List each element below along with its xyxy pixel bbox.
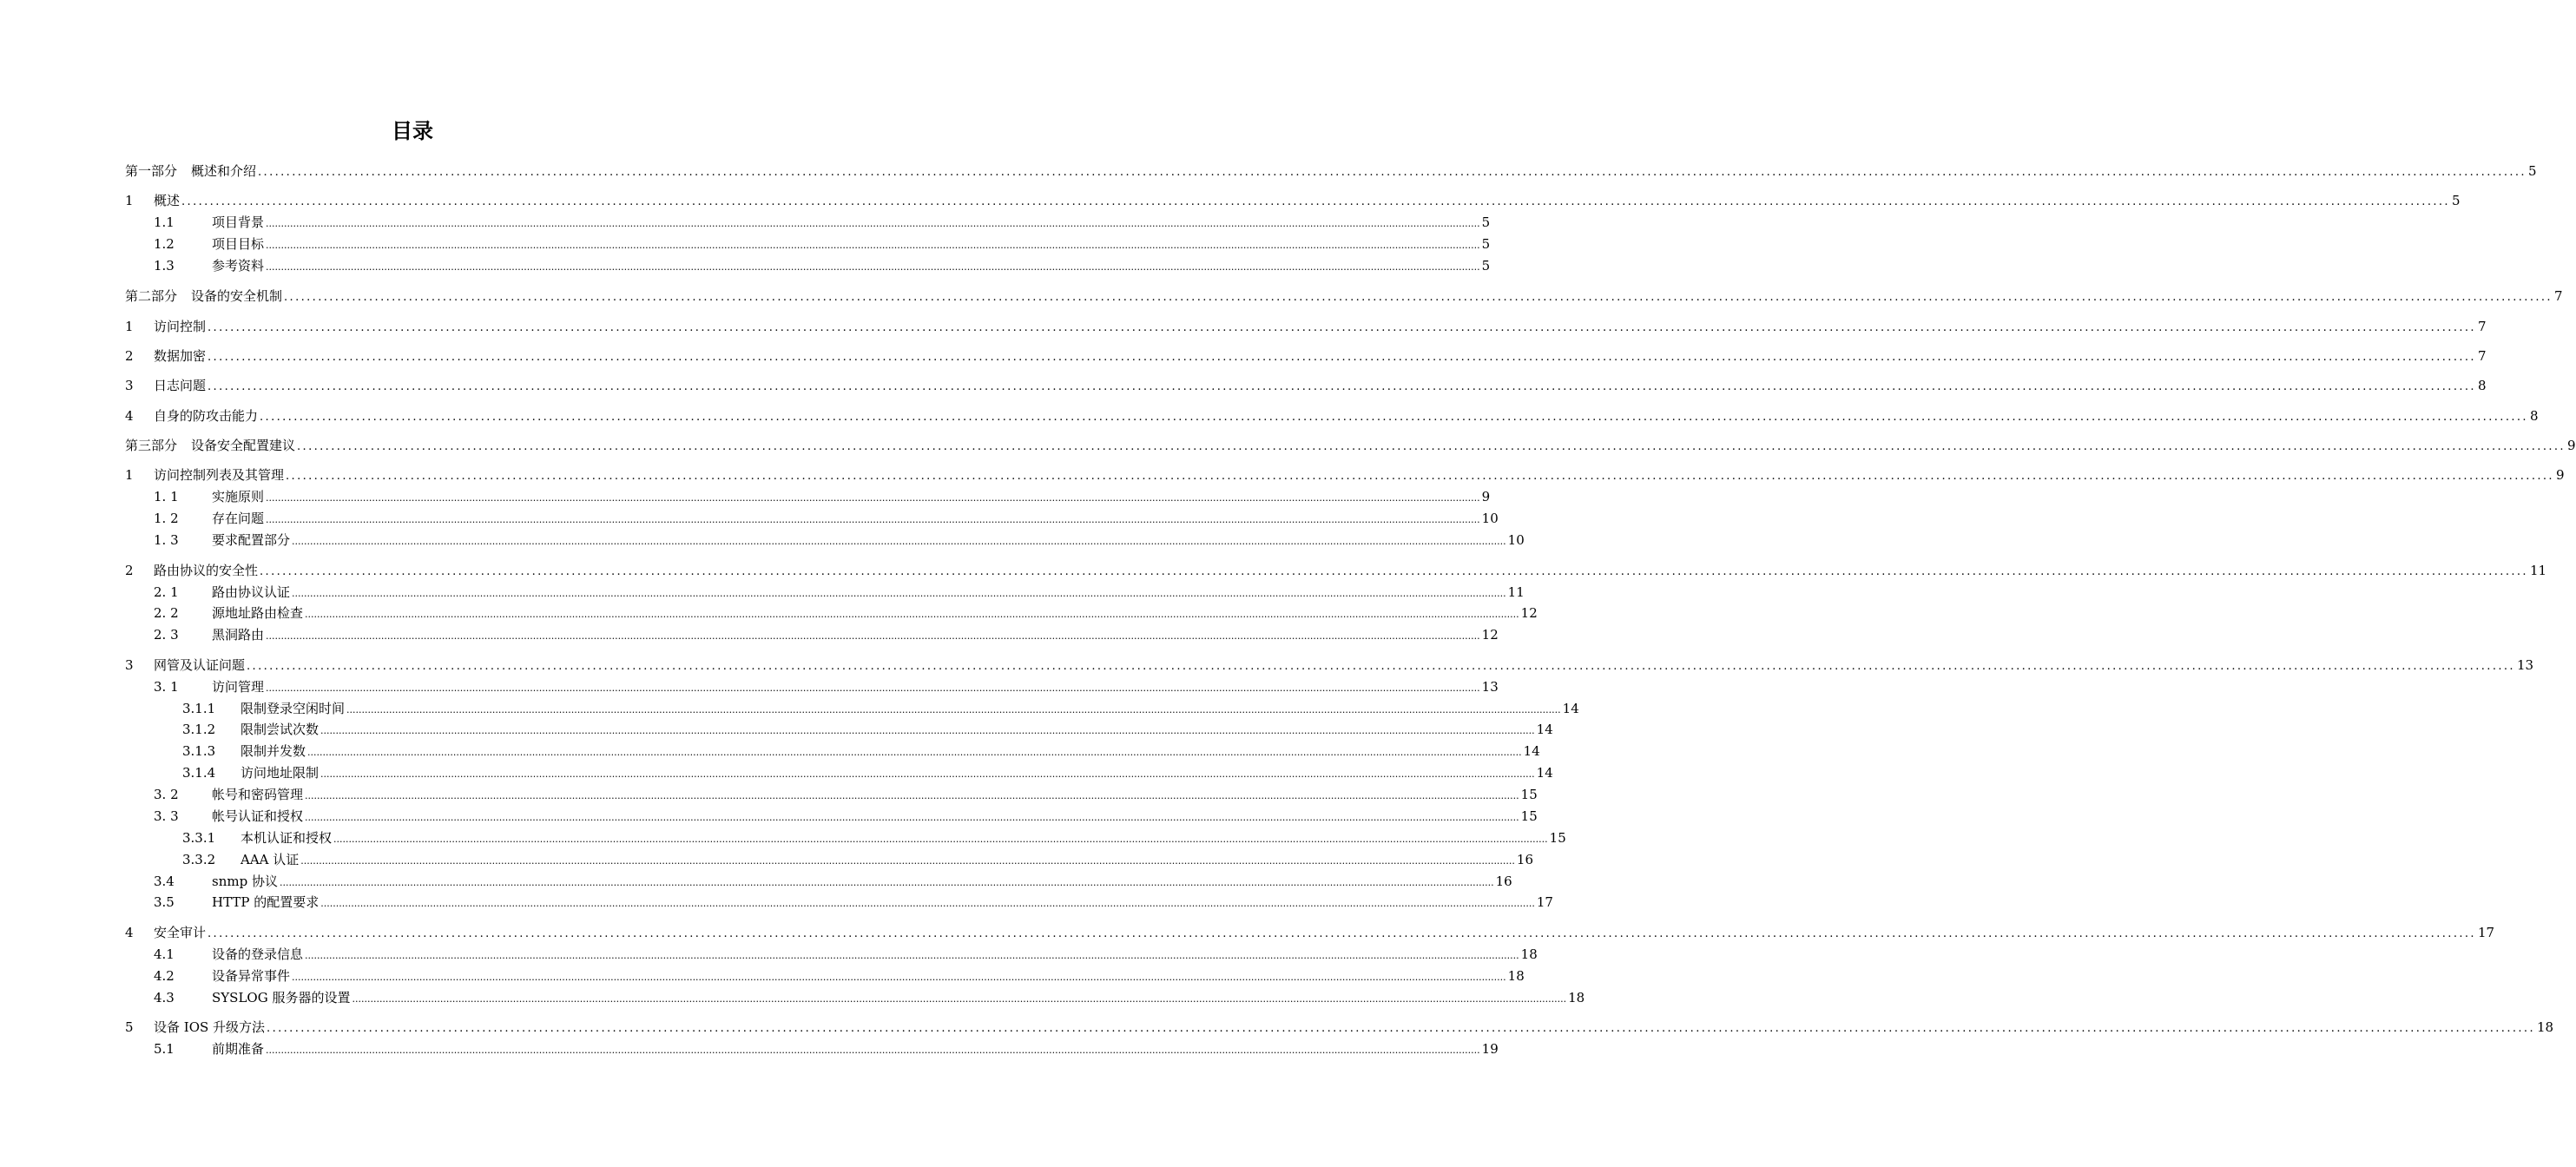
toc-entry-number: 3: [125, 378, 134, 393]
toc-entry-page: 18: [1520, 946, 1538, 962]
toc-leader-dots: ................................................................................................................................................................................................................................................................................................................................................................................................................: [266, 240, 1480, 251]
toc-entry-number: 3. 2: [154, 787, 179, 802]
toc-entry-number: 2. 3: [154, 627, 179, 643]
toc-entry-number: 1. 2: [154, 511, 179, 526]
toc-entry-number: 第二部分: [125, 288, 178, 304]
toc-entry-number: 第一部分: [125, 163, 178, 179]
toc-entry-page: 16: [1495, 874, 1512, 889]
toc-leader-dots: ................................................................................................................................................................................................................................................................................................................................................................................................................: [279, 877, 1494, 888]
toc-entry-number: 3.1.3: [182, 743, 216, 759]
toc-leader-dots: ................................................................................................................................................................................................................................................................................................................................................................................................................: [292, 588, 1506, 599]
toc-entry-title: 存在问题: [212, 511, 265, 526]
toc-entry-title: 访问控制: [154, 319, 207, 334]
toc-entry-page: 13: [2516, 657, 2534, 673]
toc-entry-number: 4.1: [154, 946, 175, 962]
toc-entry-page: 15: [1520, 787, 1538, 802]
toc-entry[interactable]: [0, 699, 1579, 718]
toc-entry[interactable]: [0, 406, 2539, 425]
toc-leader-dots: ................................................................................................................................................................................................................................................................................................................................................................................................................: [305, 790, 1519, 801]
toc-entry-title: 限制并发数: [240, 743, 306, 759]
toc-entry-title: 路由协议认证: [212, 584, 291, 600]
toc-entry-number: 3.1.4: [182, 765, 216, 781]
toc-entry-title: SYSLOG 服务器的设置: [212, 990, 351, 1005]
toc-entry-number: 1: [125, 319, 134, 334]
toc-entry[interactable]: [0, 988, 1585, 1007]
toc-entry-page: 11: [1507, 584, 1525, 600]
toc-entry[interactable]: [0, 625, 1499, 644]
toc-entry-number: 3.3.1: [182, 830, 216, 846]
toc-entry-title: HTTP 的配置要求: [212, 894, 320, 910]
toc-leader-dots: ................................................................................................................................................................................................................................................................................................................................................................................................................: [266, 492, 1480, 504]
toc-entry-page: 9: [2555, 467, 2565, 483]
toc-entry[interactable]: [0, 966, 1525, 986]
toc-entry[interactable]: [0, 923, 2495, 942]
toc-entry[interactable]: [0, 487, 1491, 506]
toc-entry-title: 概述: [154, 193, 181, 208]
toc-entry-page: 5: [1481, 258, 1491, 274]
toc-leader-dots: ................................................................................................................................................................................................................................................................................................................................................................................................................: [300, 855, 1515, 867]
toc-entry[interactable]: [0, 828, 1566, 847]
toc-leader-dots: ................................................................................................................................................................................................................................................................................................................................................................................................................: [266, 682, 1480, 694]
toc-entry-title: 设备安全配置建议: [191, 438, 296, 453]
toc-entry-number: 3.3.2: [182, 852, 216, 867]
toc-entry-number: 2. 1: [154, 584, 179, 600]
toc-entry-title: 数据加密: [154, 348, 207, 364]
toc-entry-number: 3.1.2: [182, 722, 216, 737]
toc-entry-title: 限制登录空闲时间: [240, 701, 346, 716]
toc-entry-page: 5: [1481, 214, 1491, 230]
toc-leader-dots: ................................................................................................................................................................................................................................................................................................................................................................................................................: [320, 725, 1535, 736]
toc-entry-title: 本机认证和授权: [240, 830, 333, 846]
toc-leader-dots: ................................................................................................................................................................................................................................................................................................................................................................................................................: [286, 470, 2554, 483]
toc-entry-title: 网管及认证问题: [154, 657, 246, 673]
toc-entry-page: 10: [1481, 511, 1499, 526]
toc-entry-page: 14: [1523, 743, 1540, 759]
toc-entry-number: 3. 1: [154, 679, 179, 695]
toc-entry-title: 帐号和密码管理: [212, 787, 304, 802]
toc-entry[interactable]: [0, 234, 1491, 254]
toc-leader-dots: ................................................................................................................................................................................................................................................................................................................................................................................................................: [266, 218, 1480, 229]
toc-entry-title: 设备的安全机制: [191, 288, 283, 304]
toc-entry[interactable]: [0, 436, 2576, 455]
toc-leader-dots: ................................................................................................................................................................................................................................................................................................................................................................................................................: [266, 1045, 1480, 1056]
toc-entry-number: 3.4: [154, 874, 175, 889]
toc-entry[interactable]: [0, 742, 1540, 761]
toc-entry-page: 5: [2451, 193, 2461, 208]
toc-entry-number: 1. 1: [154, 489, 179, 504]
toc-entry[interactable]: [0, 872, 1512, 891]
toc-leader-dots: ................................................................................................................................................................................................................................................................................................................................................................................................................: [305, 609, 1519, 620]
toc-entry-title: 项目背景: [212, 214, 265, 230]
toc-entry-title: 自身的防攻击能力: [154, 408, 259, 424]
toc-entry-page: 17: [1536, 894, 1553, 910]
toc-entry-number: 5: [125, 1019, 134, 1035]
toc-entry-title: 路由协议的安全性: [154, 563, 259, 578]
toc-entry-page: 10: [1507, 532, 1525, 548]
toc-entry-number: 1. 3: [154, 532, 179, 548]
toc-entry[interactable]: [0, 893, 1553, 912]
toc-entry[interactable]: [0, 785, 1538, 804]
toc-entry-page: 18: [1507, 968, 1525, 984]
toc-entry-page: 14: [1536, 722, 1553, 737]
toc-entry-page: 19: [1481, 1041, 1499, 1057]
toc-entry-page: 7: [2477, 348, 2487, 364]
toc-entry-title: 参考资料: [212, 258, 265, 274]
toc-entry[interactable]: [0, 287, 2563, 306]
toc-leader-dots: ................................................................................................................................................................................................................................................................................................................................................................................................................: [266, 261, 1480, 273]
toc-entry[interactable]: [0, 465, 2565, 485]
toc-entry[interactable]: [0, 162, 2537, 181]
toc-leader-dots: ................................................................................................................................................................................................................................................................................................................................................................................................................: [305, 950, 1519, 961]
toc-leader-dots: ................................................................................................................................................................................................................................................................................................................................................................................................................: [258, 166, 2527, 179]
toc-entry-number: 3. 3: [154, 808, 179, 824]
toc-entry[interactable]: [0, 583, 1525, 602]
toc-entry-title: 源地址路由检查: [212, 605, 304, 621]
toc-entry[interactable]: [0, 945, 1538, 964]
toc-entry-number: 3: [125, 657, 134, 673]
toc-entry-number: 1.3: [154, 258, 175, 274]
toc-entry[interactable]: [0, 603, 1538, 623]
toc-entry-page: 5: [1481, 236, 1491, 252]
toc-entry-number: 5.1: [154, 1041, 175, 1057]
toc-entry-page: 14: [1562, 701, 1579, 716]
toc-entry-page: 18: [2536, 1019, 2554, 1035]
toc-entry-number: 1.1: [154, 214, 175, 230]
toc-entry-number: 4: [125, 408, 134, 424]
toc-entry-page: 15: [1549, 830, 1566, 846]
toc-entry-number: 2: [125, 348, 134, 364]
toc-entry[interactable]: [0, 1018, 2554, 1037]
toc-entry-page: 8: [2477, 378, 2487, 393]
toc-leader-dots: ................................................................................................................................................................................................................................................................................................................................................................................................................: [260, 411, 2528, 424]
toc-leader-dots: ................................................................................................................................................................................................................................................................................................................................................................................................................: [247, 660, 2515, 673]
toc-entry-page: 12: [1520, 605, 1538, 621]
toc-entry-page: 12: [1481, 627, 1499, 643]
toc-entry-page: 15: [1520, 808, 1538, 824]
toc-entry-number: 4.3: [154, 990, 175, 1005]
toc-leader-dots: ................................................................................................................................................................................................................................................................................................................................................................................................................: [208, 927, 2476, 940]
toc-leader-dots: ................................................................................................................................................................................................................................................................................................................................................................................................................: [181, 195, 2450, 208]
toc-leader-dots: ................................................................................................................................................................................................................................................................................................................................................................................................................: [266, 630, 1480, 642]
toc-leader-dots: ................................................................................................................................................................................................................................................................................................................................................................................................................: [208, 380, 2476, 393]
toc-entry-title: AAA 认证: [240, 852, 300, 867]
toc-entry[interactable]: [0, 346, 2487, 366]
toc-entry-number: 2. 2: [154, 605, 179, 621]
toc-entry-title: 黑洞路由: [212, 627, 265, 643]
toc-entry[interactable]: [0, 1039, 1499, 1058]
toc-entry-page: 13: [1481, 679, 1499, 695]
toc-entry-title: 设备 IOS 升级方法: [154, 1019, 266, 1035]
toc-entry-number: 4.2: [154, 968, 175, 984]
toc-entry[interactable]: [0, 656, 2534, 675]
toc-entry-number: 2: [125, 563, 134, 578]
toc-entry[interactable]: [0, 509, 1499, 528]
toc-entry-title: 设备异常事件: [212, 968, 291, 984]
toc-entry[interactable]: [0, 213, 1491, 232]
toc-title: 目录: [392, 119, 433, 143]
toc-leader-dots: ................................................................................................................................................................................................................................................................................................................................................................................................................: [352, 993, 1567, 1005]
toc-entry[interactable]: [0, 720, 1553, 739]
toc-entry[interactable]: [0, 191, 2461, 210]
toc-entry-title: 访问控制列表及其管理: [154, 467, 285, 483]
toc-entry-page: 18: [1568, 990, 1585, 1005]
toc-leader-dots: ................................................................................................................................................................................................................................................................................................................................................................................................................: [292, 536, 1506, 547]
toc-leader-dots: ................................................................................................................................................................................................................................................................................................................................................................................................................: [208, 321, 2476, 334]
toc-entry-number: 第三部分: [125, 438, 178, 453]
toc-entry-page: 17: [2477, 925, 2495, 940]
toc-entry-title: 项目目标: [212, 236, 265, 252]
toc-entry[interactable]: [0, 376, 2487, 395]
toc-entry-page: 9: [2566, 438, 2576, 453]
toc-entry-title: 访问管理: [212, 679, 265, 695]
toc-leader-dots: ................................................................................................................................................................................................................................................................................................................................................................................................................: [320, 898, 1535, 909]
toc-entry-number: 1: [125, 193, 134, 208]
toc-entry-number: 3.5: [154, 894, 175, 910]
toc-entry-page: 7: [2477, 319, 2487, 334]
toc-leader-dots: ................................................................................................................................................................................................................................................................................................................................................................................................................: [297, 440, 2566, 453]
toc-entry-number: 1: [125, 467, 134, 483]
toc-entry-page: 8: [2529, 408, 2539, 424]
toc-entry[interactable]: [0, 763, 1553, 782]
toc-entry[interactable]: [0, 317, 2487, 336]
toc-leader-dots: ................................................................................................................................................................................................................................................................................................................................................................................................................: [292, 972, 1506, 983]
toc-entry[interactable]: [0, 531, 1525, 550]
toc-leader-dots: ................................................................................................................................................................................................................................................................................................................................................................................................................: [284, 291, 2553, 304]
toc-entry-title: 前期准备: [212, 1041, 265, 1057]
toc-entry-title: 设备的登录信息: [212, 946, 304, 962]
toc-entry[interactable]: [0, 561, 2547, 580]
toc-entry-title: 要求配置部分: [212, 532, 291, 548]
toc-entry-title: 实施原则: [212, 489, 265, 504]
toc-entry-title: 帐号认证和授权: [212, 808, 304, 824]
toc-entry-number: 3.1.1: [182, 701, 216, 716]
toc-leader-dots: ................................................................................................................................................................................................................................................................................................................................................................................................................: [307, 747, 1522, 758]
toc-entry-title: 安全审计: [154, 925, 207, 940]
toc-leader-dots: ................................................................................................................................................................................................................................................................................................................................................................................................................: [266, 514, 1480, 525]
toc-leader-dots: ................................................................................................................................................................................................................................................................................................................................................................................................................: [267, 1022, 2535, 1035]
toc-entry-page: 9: [1481, 489, 1491, 504]
toc-entry-title: 日志问题: [154, 378, 207, 393]
toc-entry[interactable]: [0, 256, 1491, 275]
toc-leader-dots: ................................................................................................................................................................................................................................................................................................................................................................................................................: [333, 834, 1548, 845]
toc-entry-title: 概述和介绍: [191, 163, 257, 179]
toc-leader-dots: ................................................................................................................................................................................................................................................................................................................................................................................................................: [346, 704, 1561, 715]
toc-entry[interactable]: [0, 677, 1499, 696]
toc-entry-title: 访问地址限制: [240, 765, 320, 781]
toc-entry-page: 5: [2527, 163, 2537, 179]
toc-entry-page: 16: [1516, 852, 1534, 867]
toc-entry-page: 7: [2553, 288, 2563, 304]
toc-entry-number: 4: [125, 925, 134, 940]
toc-leader-dots: ................................................................................................................................................................................................................................................................................................................................................................................................................: [305, 812, 1519, 823]
toc-leader-dots: ................................................................................................................................................................................................................................................................................................................................................................................................................: [208, 351, 2476, 364]
toc-entry-title: snmp 协议: [212, 874, 278, 889]
toc-entry[interactable]: [0, 850, 1534, 869]
toc-entry-page: 14: [1536, 765, 1553, 781]
toc-entry[interactable]: [0, 807, 1538, 826]
toc-entry-number: 1.2: [154, 236, 175, 252]
toc-entry-title: 限制尝试次数: [240, 722, 320, 737]
toc-leader-dots: ................................................................................................................................................................................................................................................................................................................................................................................................................: [320, 768, 1535, 780]
toc-entry-page: 11: [2529, 563, 2547, 578]
toc-leader-dots: ................................................................................................................................................................................................................................................................................................................................................................................................................: [260, 565, 2528, 578]
